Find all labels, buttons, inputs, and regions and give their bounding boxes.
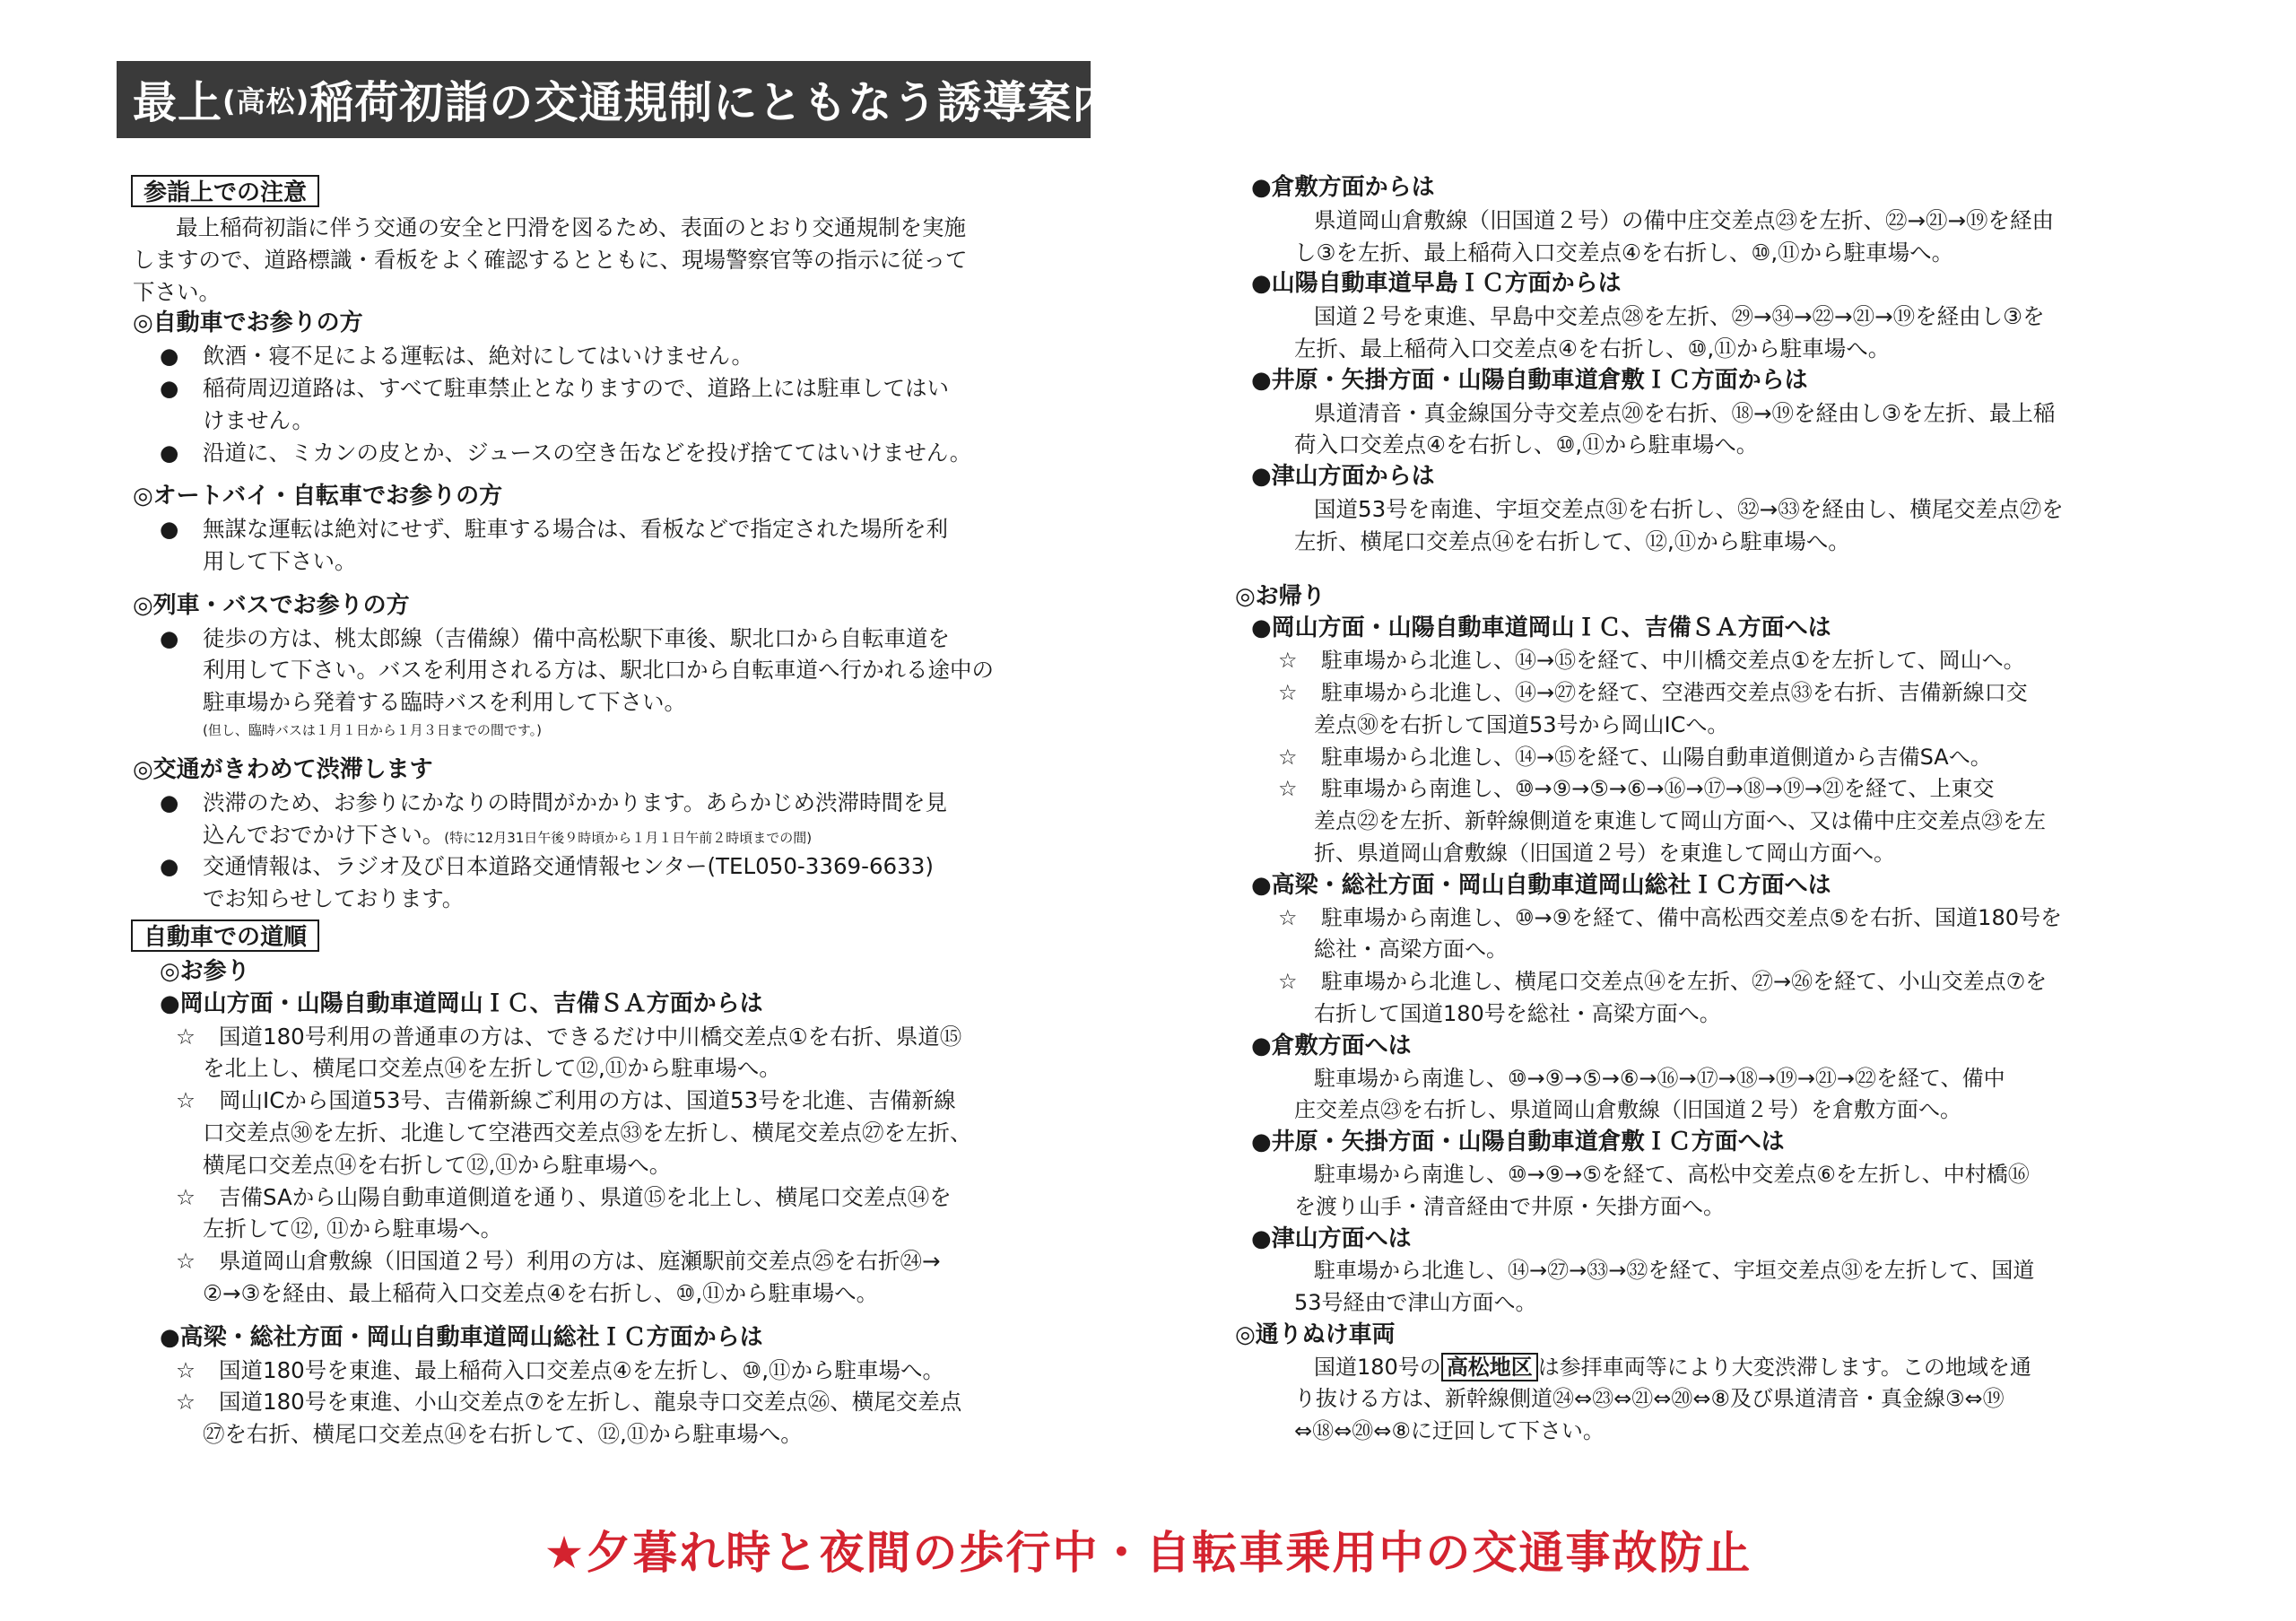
list-item: ● 徒歩の方は、桃太郎線（吉備線）備中高松駅下車後、駅北口から自転車道を <box>133 623 1236 655</box>
through-traffic-heading: ◎通りぬけ車両 <box>1235 1320 1396 1348</box>
return-heading: ◎お帰り <box>1235 582 1326 610</box>
route-item: ☆ 駐車場から南進し、⑩→⑨を経て、備中高松西交差点⑤を右折、国道180号を <box>1251 902 2274 935</box>
star-icon: ☆ <box>1278 904 1298 930</box>
route-item-cont: 差点㉒を左折、新幹線側道を東進して岡山方面へ、又は備中庄交差点㉓を左 <box>1314 808 2046 834</box>
route-text: 国道53号を南進、宇垣交差点㉛を右折し、㉜→㉝を経由し、横尾交差点㉗を <box>1314 495 2064 522</box>
star-icon: ☆ <box>1278 744 1298 770</box>
visit-heading: ◎お参り <box>160 957 250 985</box>
return-to-ibara-heading: ●井原・矢掛方面・山陽自動車道倉敷ＩＣ方面へは <box>1251 1129 1785 1156</box>
notice-text-line: しますので、道路標識・看板をよく確認するとともに、現場警察官等の指示に従って <box>133 246 968 273</box>
title-text-post: 稲荷初詣の交通規制にともなう誘導案内 <box>309 77 1118 128</box>
car-visit-heading: ◎自動車でお参りの方 <box>133 309 363 337</box>
route-from-okayama-heading: ●岡山方面・山陽自動車道岡山ＩＣ、吉備ＳＡ方面からは <box>160 989 763 1017</box>
route-item: ☆ 吉備SAから山陽自動車道側道を通り、県道⑮を北上し、横尾口交差点⑭を <box>133 1181 1236 1214</box>
bullet-icon: ● <box>160 516 179 543</box>
bullet-icon: ● <box>160 789 179 815</box>
star-icon: ☆ <box>1278 679 1298 705</box>
bullet-icon: ● <box>160 624 179 651</box>
list-item-cont: 用して下さい。 <box>203 547 357 574</box>
route-item-cont: 総社・高梁方面へ。 <box>1314 937 1508 963</box>
route-section-label: 自動車での道順 <box>131 919 319 952</box>
notice-section-label: 参詣上での注意 <box>131 175 319 207</box>
star-icon: ☆ <box>176 1389 196 1416</box>
route-item: ☆ 国道180号利用の普通車の方は、できるだけ中川橋交差点①を右折、県道⑮ <box>133 1021 1236 1053</box>
list-item-cont: 利用して下さい。バスを利用される方は、駅北口から自転車道へ行かれる途中の <box>203 657 994 684</box>
route-text: 駐車場から南進し、⑩→⑨→⑤→⑥→⑯→⑰→⑱→⑲→㉑→㉒を経て、備中 <box>1314 1065 2005 1091</box>
route-text: 53号経由で津山方面へ。 <box>1294 1290 1537 1316</box>
route-text: 県道岡山倉敷線（旧国道２号）の備中庄交差点㉓を左折、㉒→㉑→⑲を経由 <box>1314 206 2055 233</box>
star-icon: ☆ <box>1278 776 1298 802</box>
route-item: ☆ 駐車場から北進し、横尾口交差点⑭を左折、㉗→㉖を経て、小山交差点⑦を <box>1251 966 2274 998</box>
title-text-small: (高松) <box>222 84 310 118</box>
list-item-cont: でお知らせしております。 <box>203 885 465 912</box>
route-text: 県道清音・真金線国分寺交差点⑳を右折、⑱→⑲を経由し③を左折、最上稲 <box>1314 399 2056 426</box>
route-from-takahashi-heading: ●高梁・総社方面・岡山自動車道岡山総社ＩＣ方面からは <box>160 1323 763 1351</box>
route-text: り抜ける方は、新幹線側道㉔⇔㉓⇔㉑⇔⑳⇔⑧及び県道清音・真金線③⇔⑲ <box>1294 1386 2005 1412</box>
bike-visit-heading: ◎オートバイ・自転車でお参りの方 <box>133 483 503 510</box>
return-to-tsuyama-heading: ●津山方面へは <box>1251 1224 1412 1252</box>
list-item: ● 渋滞のため、お参りにかなりの時間がかかります。あらかじめ渋滞時間を見 <box>133 787 1236 819</box>
route-item-cont: 差点㉚を右折して国道53号から岡山ICへ。 <box>1314 711 1729 737</box>
bullet-icon: ● <box>160 853 179 880</box>
route-text: を渡り山手・清音経由で井原・矢掛方面へ。 <box>1294 1193 1725 1219</box>
route-item: ☆ 駐車場から北進し、⑭→⑮を経て、山陽自動車道側道から吉備SAへ。 <box>1251 742 2274 774</box>
bullet-icon: ● <box>160 343 179 370</box>
route-item: ☆ 岡山ICから国道53号、吉備新線ご利用の方は、国道53号を北進、吉備新線 <box>133 1085 1236 1117</box>
route-text: ⇔⑱⇔⑳⇔⑧に迂回して下さい。 <box>1294 1418 1605 1444</box>
return-to-kurashiki-heading: ●倉敷方面へは <box>1251 1032 1412 1059</box>
bullet-icon: ● <box>160 374 179 401</box>
route-item: ☆ 国道180号を東進、最上稲荷入口交差点④を左折し、⑩,⑪から駐車場へ。 <box>133 1355 1236 1387</box>
list-item: ● 沿道に、ミカンの皮とか、ジュースの空き缶などを投げ捨ててはいけません。 <box>133 437 1236 469</box>
notice-text-line: 最上稲荷初詣に伴う交通の安全と円滑を図るため、表面のとおり交通規制を実施 <box>176 214 967 240</box>
notice-text-line: 下さい。 <box>133 278 221 305</box>
route-item: ☆ 県道岡山倉敷線（旧国道２号）利用の方は、庭瀬駅前交差点㉕を右折㉔→ <box>133 1245 1236 1277</box>
list-item: ● 無謀な運転は絶対にせず、駐車する場合は、看板などで指定された場所を利 <box>133 513 1236 545</box>
list-item: ● 飲酒・寝不足による運転は、絶対にしてはいけません。 <box>133 340 1236 372</box>
jam-time-note: (特に12月31日午後９時頃から１月１日午前２時頃までの間) <box>444 829 813 846</box>
through-traffic-text: 国道180号の 高松地区 は参拝車両等により大変渋滞します。この地域を通 <box>1314 1354 2031 1380</box>
route-text: 左折、横尾口交差点⑭を右折して、⑫,⑪から駐車場へ。 <box>1294 527 1850 554</box>
right-column <box>1235 172 2274 1448</box>
title-text-pre: 最上 <box>133 77 223 128</box>
route-item: ☆ 駐車場から北進し、⑭→⑮を経て、中川橋交差点①を左折して、岡山へ。 <box>1251 645 2274 677</box>
route-from-ibara-heading: ●井原・矢掛方面・山陽自動車道倉敷ＩＣ方面からは <box>1251 366 1808 394</box>
route-text: 国道２号を東進、早島中交差点㉘を左折、㉙→㉞→㉒→㉑→⑲を経由し③を <box>1314 303 2045 330</box>
route-item-cont: ②→③を経由、最上稲荷入口交差点④を右折し、⑩,⑪から駐車場へ。 <box>203 1279 879 1306</box>
route-item-cont: を北上し、横尾口交差点⑭を左折して⑫,⑪から駐車場へ。 <box>203 1055 781 1082</box>
star-icon: ☆ <box>1278 969 1298 995</box>
left-column <box>133 170 1236 1451</box>
route-item: ☆ 駐車場から南進し、⑩→⑨→⑤→⑥→⑯→⑰→⑱→⑲→㉑を経て、上東交 <box>1251 773 2274 806</box>
list-item: ● 稲荷周辺道路は、すべて駐車禁止となりますので、道路上には駐車してはい <box>133 372 1236 405</box>
traffic-jam-heading: ◎交通がきわめて渋滞します <box>133 755 433 783</box>
route-text: 駐車場から南進し、⑩→⑨→⑤を経て、高松中交差点⑥を左折し、中村橋⑯ <box>1314 1161 2030 1187</box>
route-item-cont: 右折して国道180号を総社・高梁方面へ。 <box>1314 1000 1721 1026</box>
return-to-takahashi-heading: ●高梁・総社方面・岡山自動車道岡山総社ＩＣ方面へは <box>1251 871 1831 899</box>
bullet-icon: ● <box>160 439 179 466</box>
star-icon: ☆ <box>176 1023 196 1050</box>
return-to-okayama-heading: ●岡山方面・山陽自動車道岡山ＩＣ、吉備ＳＡ方面へは <box>1251 614 1831 642</box>
star-icon: ☆ <box>176 1248 196 1275</box>
route-item-cont: 折、県道岡山倉敷線（旧国道２号）を東進して岡山方面へ。 <box>1314 840 1895 866</box>
route-text: し③を左折、最上稲荷入口交差点④を右折し、⑩,⑪から駐車場へ。 <box>1294 239 1954 266</box>
list-item-cont: けません。 <box>203 406 314 433</box>
route-from-tsuyama-heading: ●津山方面からは <box>1251 463 1435 491</box>
safety-slogan: ★夕暮れ時と夜間の歩行中・自転車乗用中の交通事故防止 <box>544 1527 1752 1579</box>
star-icon: ☆ <box>176 1087 196 1114</box>
route-item-cont: ㉗を右折、横尾口交差点⑭を右折して、⑫,⑪から駐車場へ。 <box>203 1421 803 1448</box>
route-item: ☆ 駐車場から北進し、⑭→㉗を経て、空港西交差点㉝を右折、吉備新線口交 <box>1251 677 2274 710</box>
route-item-cont: 左折して⑫, ⑪から駐車場へ。 <box>203 1216 503 1242</box>
page-title <box>117 61 1118 138</box>
takamatsu-area-label: 高松地区 <box>1441 1353 1538 1381</box>
route-from-kurashiki-heading: ●倉敷方面からは <box>1251 174 1435 201</box>
route-text: 駐車場から北進し、⑭→㉗→㉝→㉜を経て、宇垣交差点㉛を左折して、国道 <box>1314 1258 2035 1284</box>
route-text: 左折、最上稲荷入口交差点④を右折し、⑩,⑪から駐車場へ。 <box>1294 335 1891 362</box>
route-item: ☆ 国道180号を東進、小山交差点⑦を左折し、龍泉寺口交差点㉖、横尾交差点 <box>133 1386 1236 1418</box>
list-item: ● 交通情報は、ラジオ及び日本道路交通情報センター(TEL050-3369-6633) <box>133 850 1236 883</box>
star-icon: ☆ <box>176 1183 196 1210</box>
route-from-hayashima-heading: ●山陽自動車道早島ＩＣ方面からは <box>1251 270 1622 298</box>
route-item-cont: 口交差点㉚を左折、北進して空港西交差点㉝を左折し、横尾交差点㉗を左折、 <box>203 1119 972 1146</box>
bus-note: (但し、臨時バスは１月１日から１月３日までの間です。) <box>203 721 543 738</box>
train-visit-heading: ◎列車・バスでお参りの方 <box>133 591 410 619</box>
list-item-cont: 込んでおでかけ下さい。(特に12月31日午後９時頃から１月１日午前２時頃までの間) <box>203 821 813 848</box>
star-icon: ☆ <box>1278 648 1298 674</box>
route-text: 庄交差点㉓を右折し、県道岡山倉敷線（旧国道２号）を倉敷方面へ。 <box>1294 1097 1961 1123</box>
route-text: 荷入口交差点④を右折し、⑩,⑪から駐車場へ。 <box>1294 431 1759 458</box>
star-icon: ☆ <box>176 1356 196 1383</box>
route-item-cont: 横尾口交差点⑭を右折して⑫,⑪から駐車場へ。 <box>203 1151 672 1178</box>
list-item-cont: 駐車場から発着する臨時バスを利用して下さい。 <box>203 689 686 716</box>
